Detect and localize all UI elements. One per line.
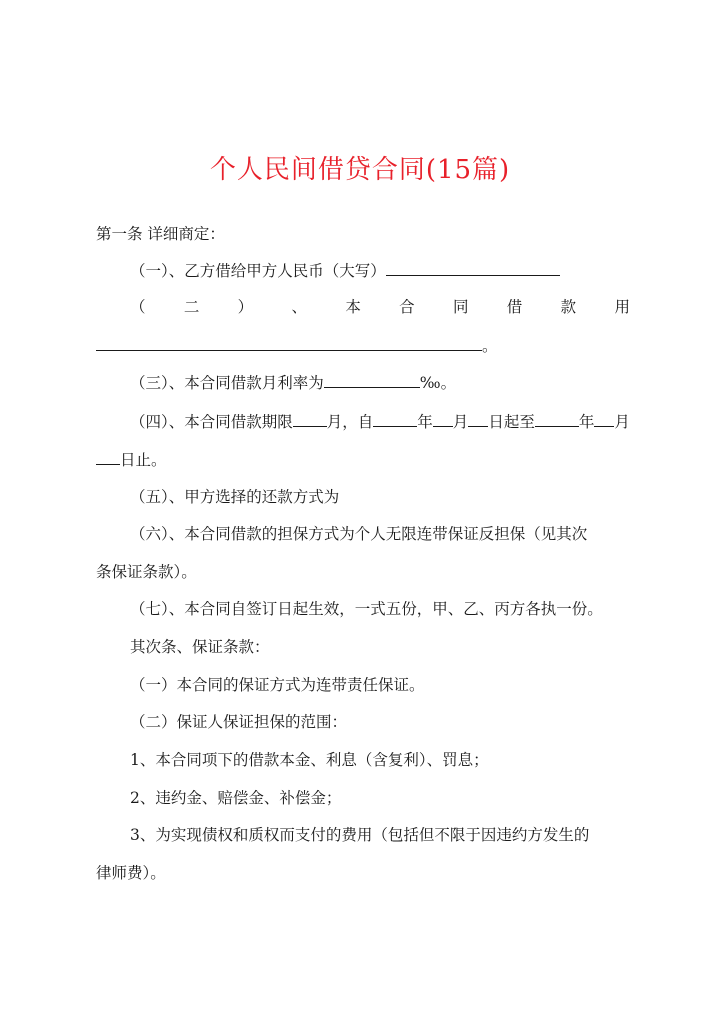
clause-2-char: 、 — [291, 298, 307, 316]
clause-4-text: （四）、本合同借款期限 — [130, 413, 293, 431]
start-year-blank — [373, 410, 417, 427]
clause-2-char: （ — [130, 298, 146, 316]
clause-4-text: 年 — [578, 413, 595, 431]
clause-2-char: 借 — [506, 298, 523, 316]
clause-4-text: 日起至 — [488, 413, 535, 431]
end-day-blank — [96, 448, 120, 465]
clause-5: （五）、甲方选择的还款方式为 — [130, 488, 340, 506]
start-day-blank — [468, 410, 488, 427]
clause-1-text: （一）、乙方借给甲方人民币（大写） — [130, 262, 386, 280]
clause-2-char: 本 — [345, 298, 361, 316]
clause-4-text: 月 — [614, 413, 630, 431]
scope-item-1: 1、本合同项下的借款本金、利息（含复利）、罚息； — [130, 751, 489, 769]
document-title: 个人民间借贷合同(15篇) — [209, 155, 511, 185]
clause-7: （七）、本合同自签订日起生效，一式五份，甲、乙、丙方各执一份。 — [130, 600, 603, 618]
clause-4-line1 — [130, 410, 630, 433]
term-months-blank — [293, 410, 327, 427]
clause-3-suffix: ‰。 — [419, 374, 457, 392]
clause-2-char: 同 — [452, 298, 469, 316]
clause-4-text: 月，自 — [326, 413, 374, 431]
clause-2-char: 款 — [560, 298, 577, 316]
clause-3-line — [130, 371, 456, 394]
purpose-blank — [96, 334, 482, 351]
clause-4-text: 日止。 — [120, 451, 167, 469]
clause-6-line1: （六）、本合同借款的担保方式为个人无限连带保证反担保（见其次 — [130, 525, 588, 543]
end-year-blank — [535, 410, 579, 427]
clause-2-char: 合 — [399, 298, 415, 316]
end-month-blank — [594, 410, 614, 427]
clause-4-text: 年 — [417, 413, 433, 431]
clause-2-char: 用 — [614, 298, 630, 316]
clause-2-end: 。 — [482, 337, 498, 355]
clause-2-line1 — [130, 296, 630, 318]
scope-item-3-line1: 3、为实现债权和质权而支付的费用（包括但不限于因违约方发生的 — [130, 826, 590, 844]
scope-item-2: 2、违约金、赔偿金、补偿金； — [130, 789, 342, 807]
clause-2-line2 — [96, 334, 498, 357]
clause-4-text: 月 — [452, 413, 469, 431]
clause-6-line2: 条保证条款）。 — [96, 563, 197, 581]
scope-item-3-line2: 律师费）。 — [96, 864, 166, 882]
clause-3-text: （三）、本合同借款月利率为 — [130, 374, 324, 392]
start-month-blank — [433, 410, 453, 427]
amount-blank — [386, 259, 560, 276]
interest-rate-blank — [324, 371, 420, 388]
guarantee-scope-heading: （二）保证人保证担保的范围： — [130, 713, 348, 731]
article-1-heading: 第一条 详细商定： — [96, 225, 225, 243]
clause-2-char: ） — [237, 298, 254, 316]
article-2-heading: 其次条、保证条款： — [130, 638, 270, 656]
clause-2-char: 二 — [183, 298, 200, 316]
clause-4-line2 — [96, 448, 167, 471]
guarantee-method: （一）本合同的保证方式为连带责任保证。 — [130, 676, 425, 694]
clause-1-line — [130, 259, 560, 282]
